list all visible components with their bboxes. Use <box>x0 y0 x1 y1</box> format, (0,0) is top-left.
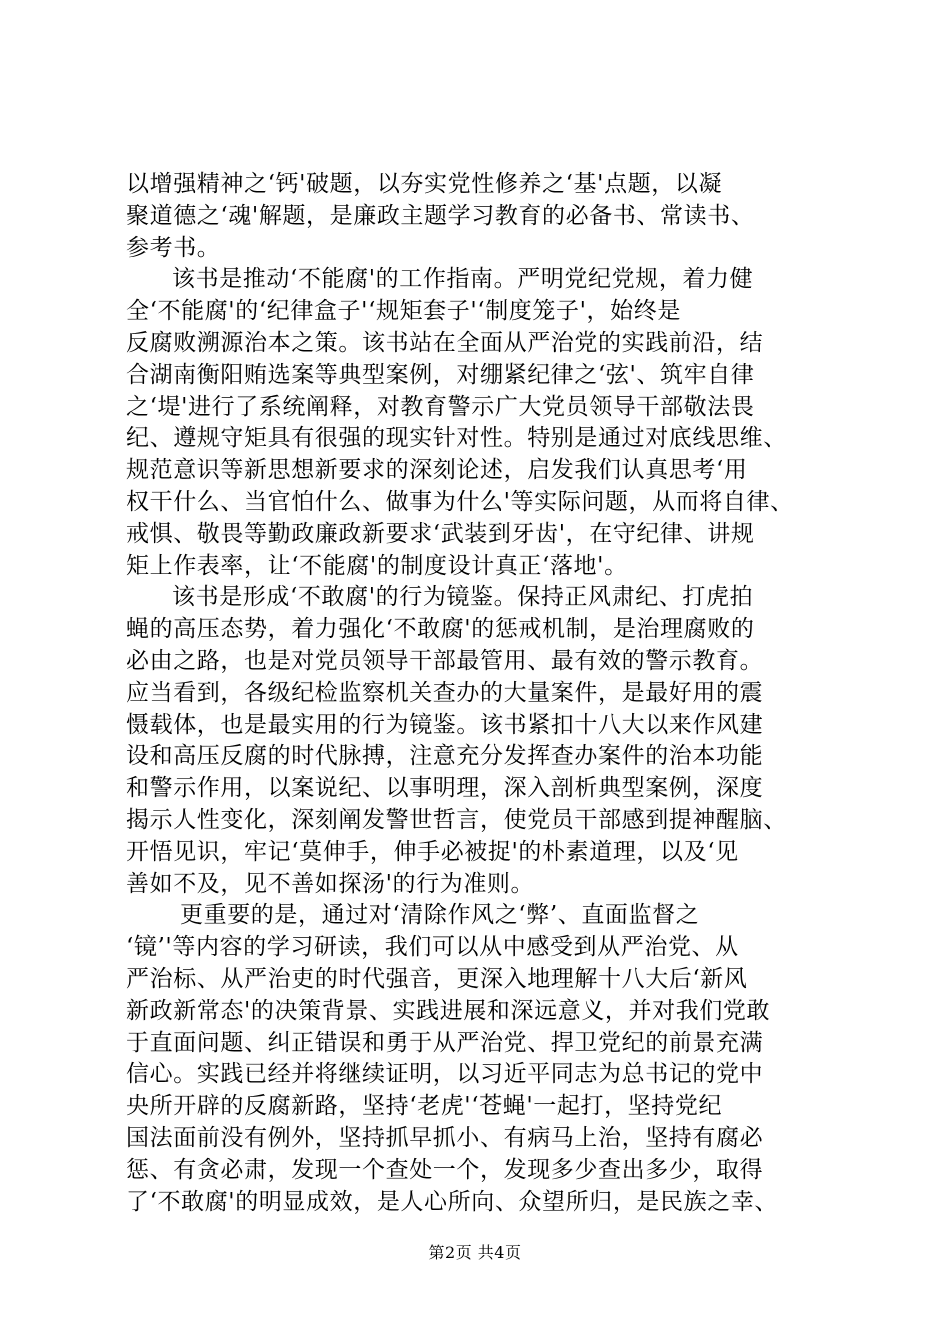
body-text <box>126 169 832 1218</box>
text-line: 和警示作用，以案说纪、以事明理，深入剖析典型案例，深度 <box>126 775 764 802</box>
page-number-footer: 第2页 共4页 <box>428 1243 522 1262</box>
text-line: ‘镜’'等内容的学习研读，我们可以从中感受到从严治党、从 <box>126 934 739 961</box>
text-line: 设和高压反腐的时代脉搏，注意充分发挥查办案件的治本功能 <box>126 743 764 770</box>
text-line: 聚道德之‘魂'解题，是廉政主题学习教育的必备书、常读书、 <box>126 202 755 229</box>
text-line: 应当看到，各级纪检监察机关查办的大量案件，是最好用的震 <box>126 679 764 706</box>
text-line: 惩、有贪必肃，发现一个查处一个，发现多少查出多少，取得 <box>126 1156 764 1183</box>
text-line: 信心。实践已经并将继续证明，以习近平同志为总书记的党中 <box>126 1061 764 1088</box>
paragraph-start-line: 更重要的是，通过对‘清除作风之‘弊’、直面监督之 <box>180 902 700 929</box>
text-line: 规范意识等新思想新要求的深刻论述，启发我们认真思考‘用 <box>126 457 748 484</box>
text-line: 了‘不敢腐'的明显成效，是人心所向、众望所归，是民族之幸、 <box>126 1188 779 1215</box>
paragraph-start-line: 该书是推动‘不能腐'的工作指南。严明党纪党规，着力健 <box>172 266 754 293</box>
text-line: 权干什么、当官怕什么、做事为什么'等实际问题，从而将自律、 <box>126 488 794 515</box>
text-line: 必由之路，也是对党员领导干部最管用、最有效的警示教育。 <box>126 647 764 674</box>
text-line: 善如不及，见不善如探汤'的行为准则。 <box>126 870 535 897</box>
text-line: 参考书。 <box>126 234 221 261</box>
text-line: 之‘堤'进行了系统阐释，对教育警示广大党员领导干部敬法畏 <box>126 393 755 420</box>
text-line: 以增强精神之‘钙'破题，以夯实党性修养之‘基'点题，以凝 <box>126 171 723 197</box>
text-line: 国法面前没有例外，坚持抓早抓小、有病马上治，坚持有腐必 <box>126 1124 764 1151</box>
text-line: 戒惧、敬畏等勤政廉政新要求‘武装到牙齿'，在守纪律、讲规 <box>126 520 755 547</box>
text-line: 严治标、从严治吏的时代强音，更深入地理解十八大后‘新风 <box>126 965 748 992</box>
text-line: 合湖南衡阳贿选案等典型案例，对绷紧纪律之‘弦'、筑牢自律 <box>126 361 755 388</box>
text-line: 开悟见识，牢记‘莫伸手，伸手必被捉'的朴素道理，以及‘见 <box>126 838 739 865</box>
text-line: 央所开辟的反腐新路，坚持‘老虎'‘苍蝇'一起打，坚持党纪 <box>126 1093 723 1120</box>
text-line: 慑载体，也是最实用的行为镜鉴。该书紧扣十八大以来作风建 <box>126 711 764 738</box>
text-line: 蝇的高压态势，着力强化‘不敢腐'的惩戒机制，是治理腐败的 <box>126 616 755 643</box>
text-line: 纪、遵规守矩具有很强的现实针对性。特别是通过对底线思维、 <box>126 425 787 452</box>
text-line: 反腐败溯源治本之策。该书站在全面从严治党的实践前沿，结 <box>126 329 764 356</box>
text-line: 全‘不能腐'的‘纪律盒子'‘规矩套子'‘制度笼子'，始终是 <box>126 298 681 325</box>
text-line: 矩上作表率，让‘不能腐'的制度设计真正‘落地'。 <box>126 552 628 579</box>
text-line: 于直面问题、纠正错误和勇于从严治党、捍卫党纪的前景充满 <box>126 1029 764 1056</box>
text-line: 揭示人性变化，深刻阐发警世哲言，使党员干部感到提神醒脑、 <box>126 806 787 833</box>
paragraph-start-line: 该书是形成‘不敢腐'的行为镜鉴。保持正风肃纪、打虎拍 <box>172 584 754 611</box>
text-line: 新政新常态'的决策背景、实践进展和深远意义，并对我们党敢 <box>126 997 771 1024</box>
